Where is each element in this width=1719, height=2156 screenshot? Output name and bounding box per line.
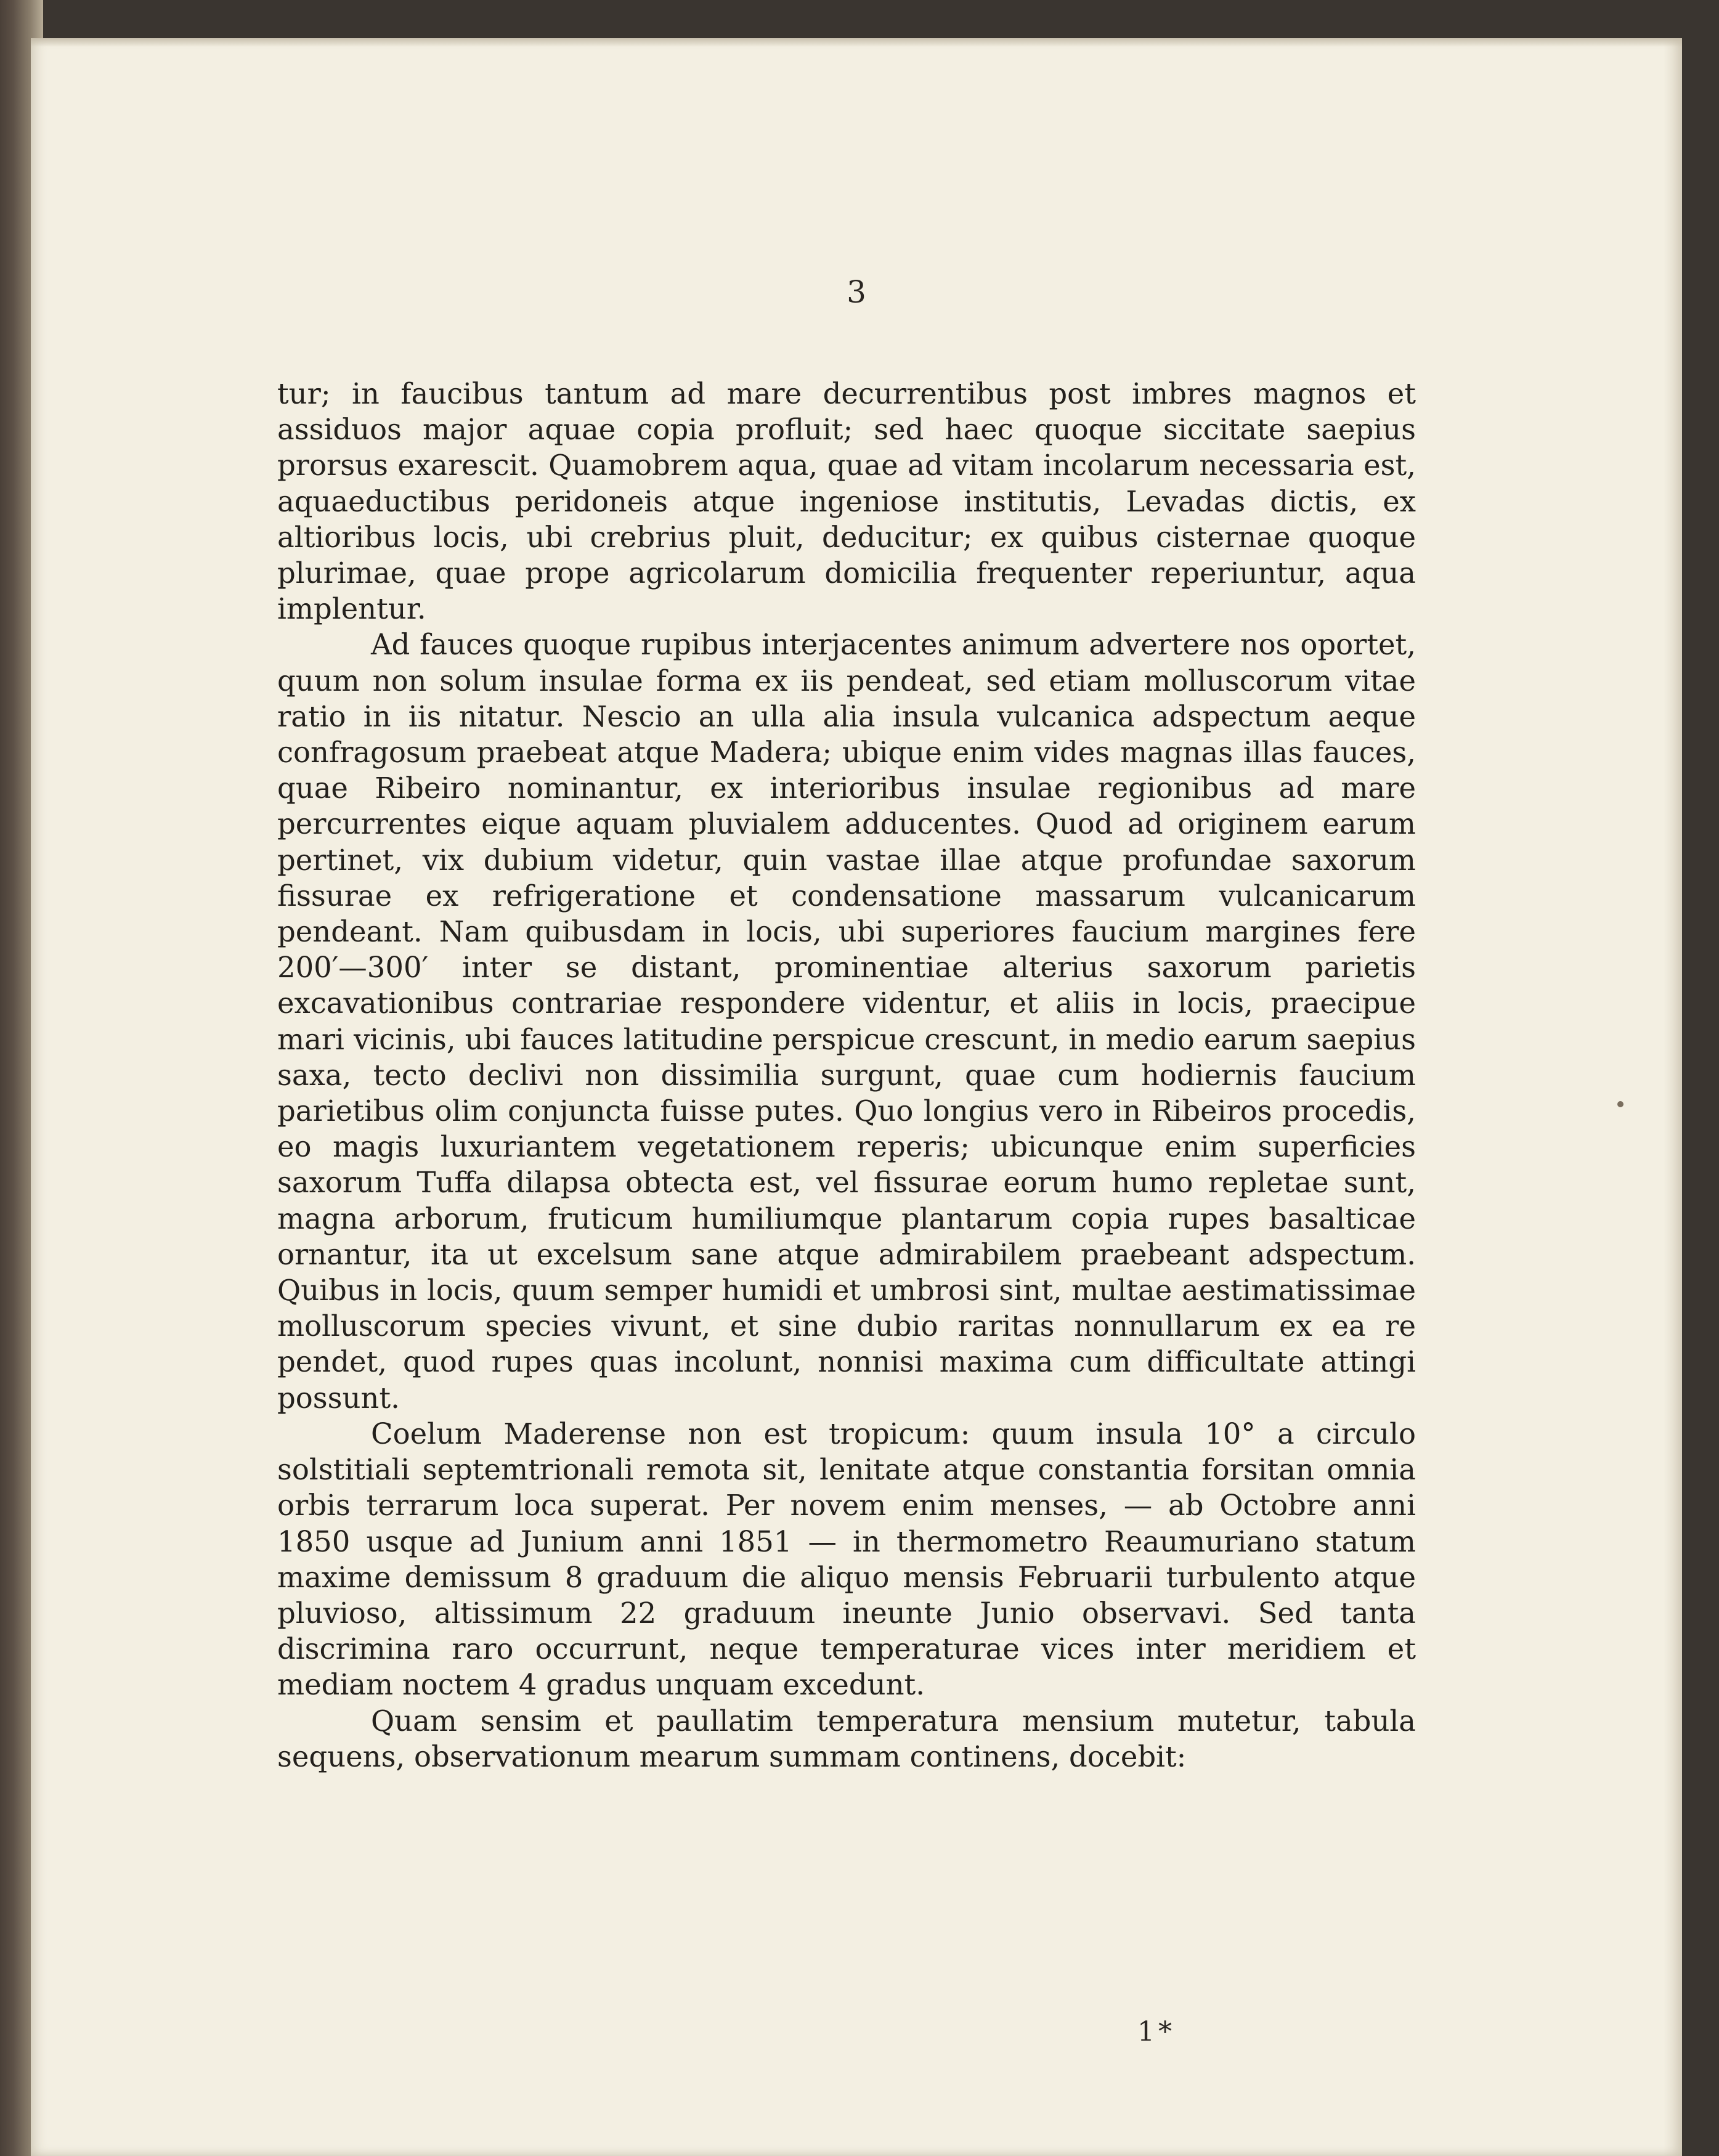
- signature-mark: 1*: [1137, 2016, 1176, 2048]
- paper-speck: [1617, 1101, 1624, 1107]
- paragraph-4: Quam sensim et paullatim temperatura mensium mutetur, tabula sequens, observationum mearum summam continens, docebit:: [277, 1704, 1416, 1773]
- page-top-edge: [31, 38, 1682, 47]
- page-right-edge: [1664, 38, 1682, 2156]
- paragraph-1: tur; in faucibus tantum ad mare decurrentibus post imbres magnos et assiduos major aquae copia profluit; sed haec quoque siccitate saepius prorsus exarescit. Quamobrem aqua, quae ad vitam incolarum necessaria est, aquaeductibus peridoneis atque ingeniose institutis, Levadas dictis, ex altioribus locis, ubi crebrius pluit, deducitur; ex quibus cisternae quoque plurimae, quae prope agricolarum domicilia frequenter reperiuntur, aqua implentur.: [277, 377, 1416, 626]
- paragraph-3: Coelum Maderense non est tropicum: quum insula 10° a circulo solstitiali septemtrionali remota sit, lenitate atque constantia forsitan omnia orbis terrarum loca superat. Per novem enim menses, — ab Octobre anni 1850 usque ad Junium anni 1851 — in thermometro Reaumuriano statum maxime demissum 8 graduum die aliquo mensis Februarii turbulento atque pluvioso, altissimum 22 graduum ineunte Junio observavi. Sed tanta discrimina raro occurrunt, neque temperaturae vices inter meridiem et mediam noctem 4 gradus unquam excedunt.: [277, 1417, 1416, 1702]
- book-page: [31, 38, 1682, 2156]
- paragraph-2: Ad fauces quoque rupibus interjacentes animum advertere nos oportet, quum non solum insulae forma ex iis pendeat, sed etiam molluscorum vitae ratio in iis nitatur. Nescio an ulla alia insula vulcanica adspectum aeque confragosum praebeat atque Madera; ubique enim vides magnas illas fauces, quae Ribeiro nominantur, ex interioribus insulae regionibus ad mare percurrentes eique aquam pluvialem adducentes. Quod ad originem earum pertinet, vix dubium videtur, quin vastae illae atque profundae saxorum fissurae ex refrigeratione et condensatione massarum vulcanicarum pendeant. Nam quibusdam in locis, ubi superiores faucium margines fere 200′—300′ inter se distant, prominentiae alterius saxorum parietis excavationibus contrariae respondere videntur, et aliis in locis, praecipue mari vicinis, ubi fauces latitudine perspicue crescunt, in medio earum saepius saxa, tecto declivi non dissimilia surgunt, quae cum hodiernis faucium parietibus olim conjuncta fuisse putes. Quo longius vero in Ribeiros procedis, eo magis luxuriantem vegetationem reperis; ubicunque enim superficies saxorum Tuffa dilapsa obtecta est, vel fissurae eorum humo repletae sunt, magna arborum, fruticum humiliumque plantarum copia rupes basalticae ornantur, ita ut excelsum sane atque admirabilem praebeant adspectum. Quibus in locis, quum semper humidi et umbrosi sint, multae aestimatissimae molluscorum species vivunt, et sine dubio raritas nonnullarum ex ea re pendet, quod rupes quas incolunt, nonnisi maxima cum difficultate attingi possunt.: [277, 628, 1416, 1415]
- page-number: 3: [847, 274, 866, 310]
- body-text: [277, 376, 1416, 1775]
